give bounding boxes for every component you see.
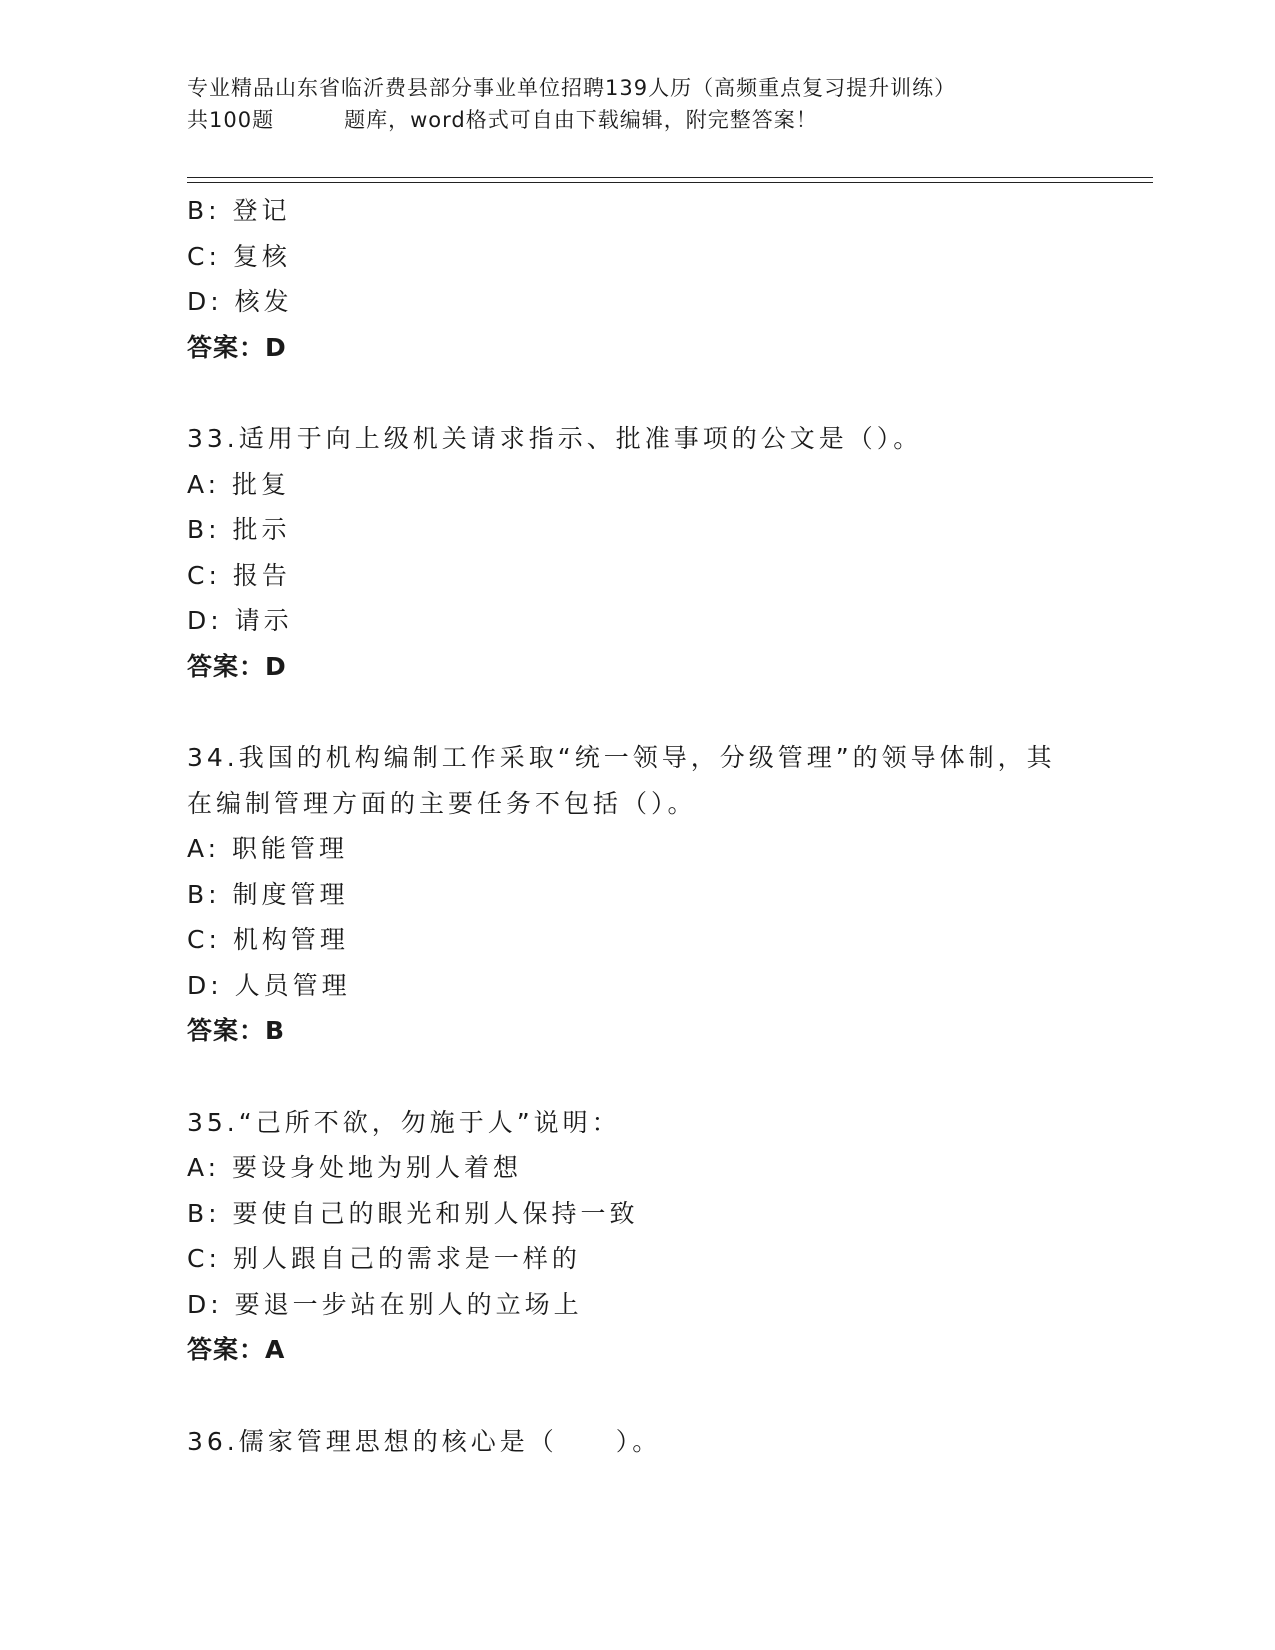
option-a: A: 职能管理 <box>187 834 349 863</box>
option-a: A: 批复 <box>187 469 291 499</box>
header-divider-top <box>187 177 1153 178</box>
option-c: C: 别人跟自己的需求是一样的 <box>187 1244 581 1273</box>
option-b: B: 批示 <box>187 515 291 544</box>
header-title: 专业精品山东省临沂费县部分事业单位招聘139人历（高频重点复习提升训练） <box>187 76 957 100</box>
answer-line: 答案：B <box>187 1016 286 1045</box>
question-block-34 <box>187 735 1087 1054</box>
option-c: C: 机构管理 <box>187 925 349 954</box>
spacer <box>187 370 1087 416</box>
option-a: A: 要设身处地为别人着想 <box>187 1153 523 1182</box>
question-list <box>187 188 1087 1464</box>
document-header <box>187 72 1147 136</box>
option-c: C: 复核 <box>187 241 291 271</box>
answer-line: 答案：A <box>187 1335 286 1364</box>
question-block-32 <box>187 188 1087 370</box>
option-c: C: 报告 <box>187 560 291 590</box>
option-b: B: 制度管理 <box>187 879 349 909</box>
question-block-33 <box>187 416 1087 689</box>
header-description: 题库，word格式可自由下载编辑，附完整答案！ <box>344 108 818 132</box>
spacer <box>187 1054 1087 1100</box>
question-block-36 <box>187 1419 1087 1465</box>
header-divider-bottom <box>187 182 1153 183</box>
question-stem-line2: 在编制管理方面的主要任务不包括（）。 <box>187 788 697 818</box>
option-b: B: 登记 <box>187 196 291 225</box>
answer-line: 答案：D <box>187 651 287 681</box>
question-stem: 35.“己所不欲，勿施于人”说明： <box>187 1107 621 1137</box>
spacer <box>187 1373 1087 1419</box>
option-d: D: 要退一步站在别人的立场上 <box>187 1289 583 1319</box>
option-d: D: 人员管理 <box>187 970 351 1000</box>
question-stem: 33.适用于向上级机关请求指示、批准事项的公文是（）。 <box>187 424 923 453</box>
option-b: B: 要使自己的眼光和别人保持一致 <box>187 1198 639 1228</box>
option-d: D: 请示 <box>187 606 293 635</box>
question-block-35 <box>187 1100 1087 1373</box>
option-d: D: 核发 <box>187 287 293 316</box>
header-subtitle <box>187 104 1147 136</box>
question-stem-line1: 34.我国的机构编制工作采取“统一领导，分级管理”的领导体制，其 <box>187 743 1056 772</box>
question-stem: 36.儒家管理思想的核心是（ ）。 <box>187 1426 662 1456</box>
answer-line: 答案：D <box>187 332 287 362</box>
spacer <box>187 689 1087 735</box>
header-question-count: 共100题 <box>187 108 275 132</box>
